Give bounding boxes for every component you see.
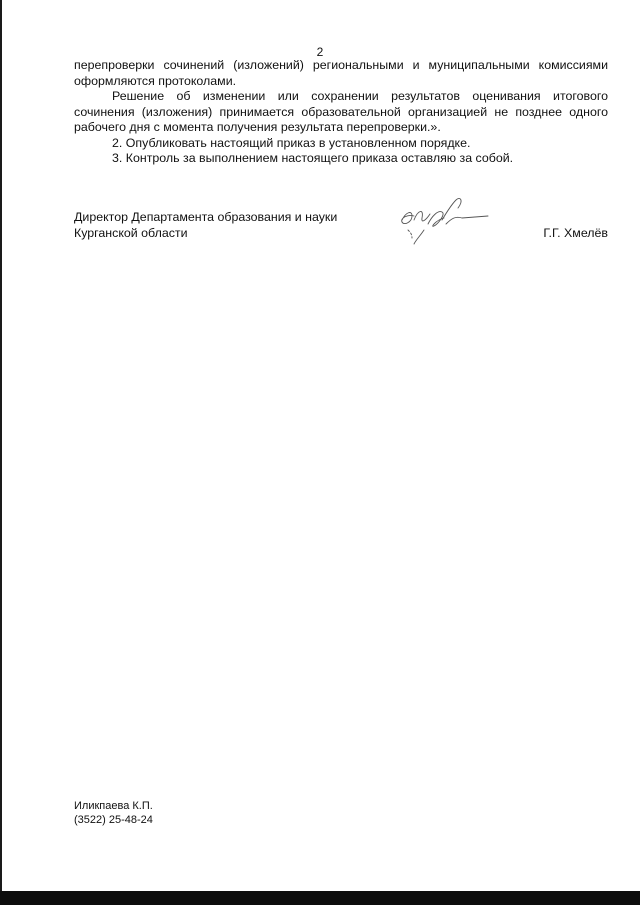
executor-phone: (3522) 25-48-24	[74, 813, 153, 826]
page-number: 2	[316, 45, 324, 59]
paragraph-decision: Решение об изменении или сохранении результатов оценивания итогового сочинения (изложения) принимается образовательной организацией не позднее одного рабочего дня с момента получения результата перепроверки.».	[74, 89, 608, 134]
scan-edge-left	[0, 0, 2, 905]
signatory-title	[74, 210, 374, 241]
scan-edge-bottom	[0, 891, 640, 905]
paragraph-item-3: 3. Контроль за выполнением настоящего приказа оставляю за собой.	[112, 151, 514, 165]
signature-block	[74, 210, 608, 260]
signatory-title-line-2: Курганской области	[74, 225, 188, 240]
signatory-title-line-1: Директор Департамента образования и науки	[74, 210, 338, 224]
signatory-name: Г.Г. Хмелёв	[543, 225, 608, 240]
executor-name: Иликпаева К.П.	[74, 800, 153, 812]
executor-info	[74, 800, 153, 827]
paragraph-item-2: 2. Опубликовать настоящий приказ в установленном порядке.	[112, 135, 471, 150]
paragraph-continuation: перепроверки сочинений (изложений) региональными и муниципальными комиссиями оформляются протоколами.	[74, 58, 608, 88]
document-body	[74, 58, 608, 167]
handwritten-signature	[390, 190, 510, 250]
